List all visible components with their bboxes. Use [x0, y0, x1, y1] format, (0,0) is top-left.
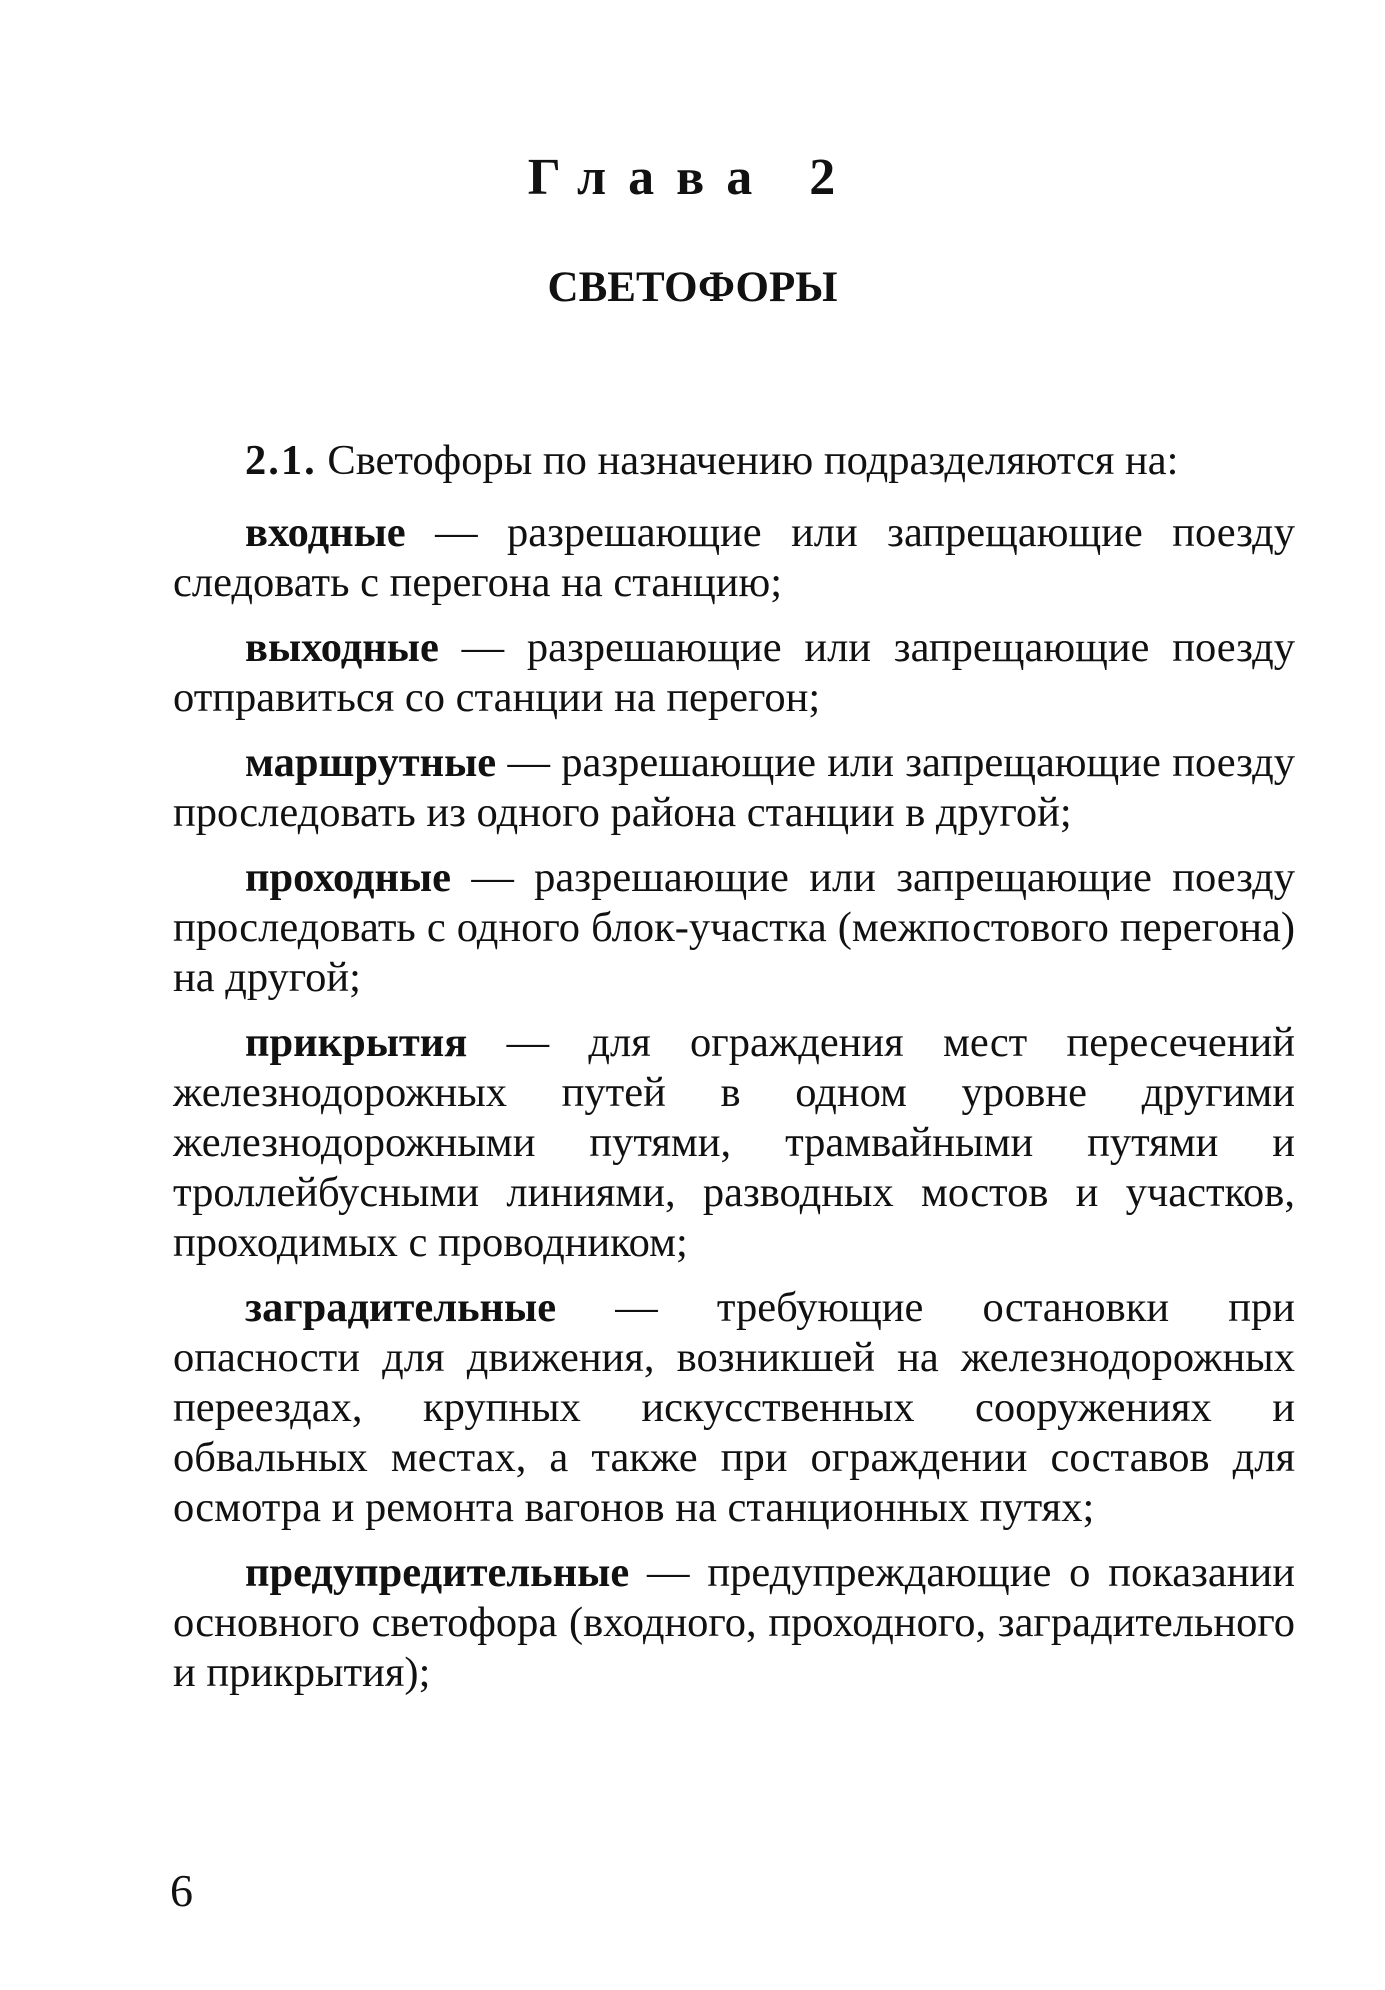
chapter-title: СВЕТОФОРЫ [547, 264, 838, 311]
definition-block: — разрешающие или запрещающие поезду проследовать с одного блок-участка (межпостового перегона) на другой; [173, 854, 1295, 1001]
body-text [173, 436, 1295, 1713]
definition-paragraph-route [173, 738, 1295, 838]
definition-paragraph-entry [173, 508, 1295, 608]
section-intro-text: Светофоры по назначению подразделяются на: [316, 437, 1179, 484]
term-entry: входные [245, 509, 406, 556]
definition-entry: — разрешающие или запрещающие поезду следовать с перегона на станцию; [173, 509, 1295, 606]
term-route: маршрутные [245, 739, 497, 786]
definition-paragraph-warning [173, 1548, 1295, 1698]
term-block: проходные [245, 854, 452, 901]
section-intro-paragraph [173, 436, 1295, 486]
page-number: 6 [170, 1865, 193, 1916]
definition-warning: — предупреждающие о показании основного светофора (входного, проходного, заградительного и прикрытия); [173, 1549, 1295, 1696]
section-number: 2.1. [245, 437, 317, 484]
definition-paragraph-block [173, 853, 1295, 1003]
definition-barrier: — требующие остановки при опасности для движения, возникшей на железнодорожных переездах, крупных искусственных сооружениях и обвальных местах, а также при ограждении составов для осмотра и ремонта вагонов на станционных путях; [173, 1284, 1295, 1531]
definition-cover: — для ограждения мест пересечений железнодорожных путей в одном уровне другими железнодорожными путями, трамвайными путями и троллейбусными линиями, разводных мостов и участков, проходимых с проводником; [173, 1019, 1295, 1266]
definition-exit: — разрешающие или запрещающие поезду отправиться со станции на перегон; [173, 624, 1295, 721]
definition-paragraph-barrier [173, 1283, 1295, 1533]
term-exit: выходные [245, 624, 439, 671]
term-cover: прикрытия [245, 1019, 468, 1066]
chapter-label: Глава 2 [527, 149, 858, 206]
definition-route: — разрешающие или запрещающие поезду проследовать из одного района станции в другой; [173, 739, 1295, 836]
definition-paragraph-cover [173, 1018, 1295, 1268]
term-warning: предупредительные [245, 1549, 630, 1596]
definition-paragraph-exit [173, 623, 1295, 723]
term-barrier: заградительные [245, 1284, 557, 1331]
